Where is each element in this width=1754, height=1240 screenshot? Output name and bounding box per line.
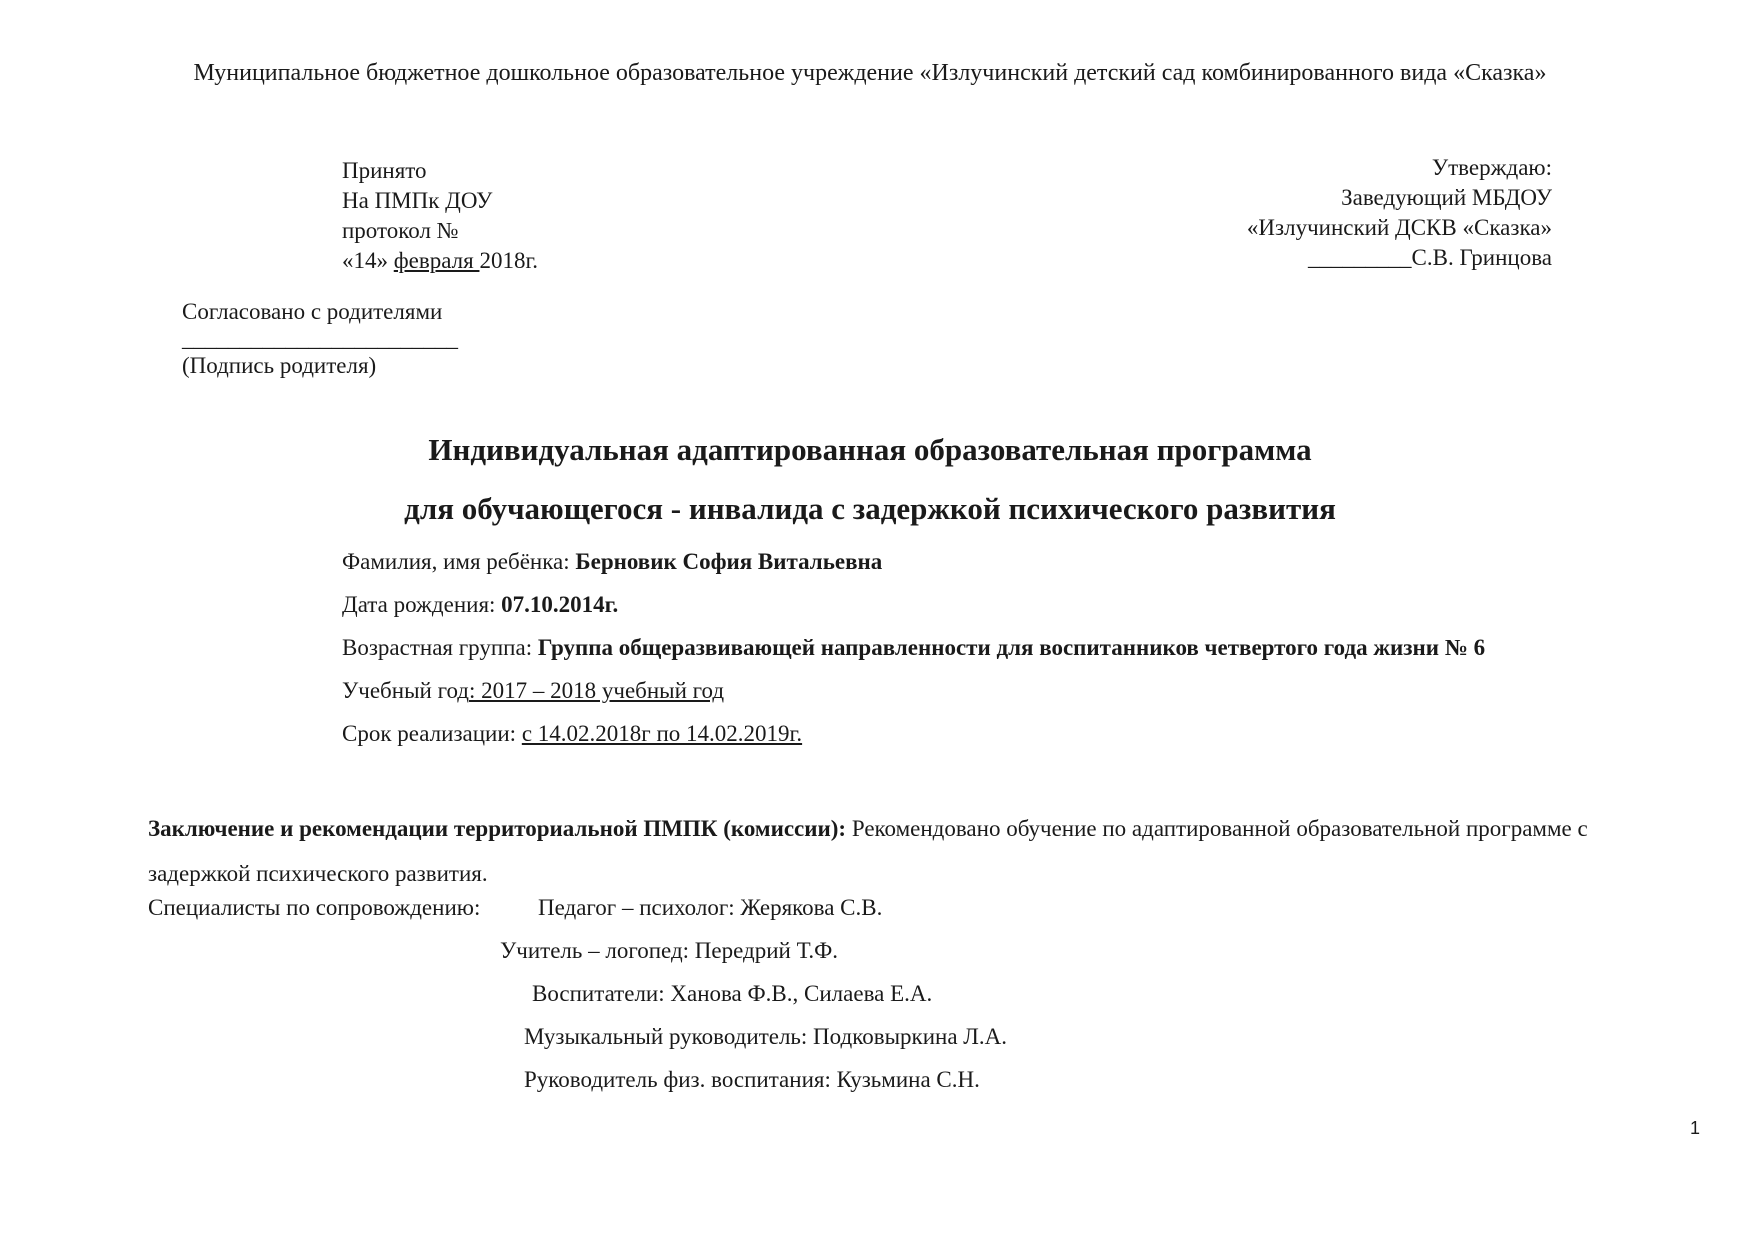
term-field xyxy=(342,721,802,747)
specialist-pe: Руководитель физ. воспитания: Кузьмина С.Н. xyxy=(524,1067,980,1092)
accepted-block xyxy=(342,156,538,276)
accepted-date-year: 2018г. xyxy=(479,248,539,273)
specialist-psychologist: Педагог – психолог: Жерякова С.В. xyxy=(538,895,883,920)
age-group-value: Группа общеразвивающей направленности для воспитанников четвертого года жизни № 6 xyxy=(537,635,1486,660)
specialist-speech-therapist: Учитель – логопед: Передрий Т.Ф. xyxy=(500,938,838,963)
accepted-council: На ПМПк ДОУ xyxy=(342,188,493,213)
approved-signature xyxy=(1100,243,1552,273)
specialist-educators: Воспитатели: Ханова Ф.В., Силаева Е.А. xyxy=(532,981,933,1006)
parents-agreement xyxy=(182,298,458,379)
approved-organization: «Излучинский ДСКВ «Сказка» xyxy=(1246,215,1552,240)
parents-label: Согласовано с родителями xyxy=(182,299,443,324)
school-year-value: : 2017 – 2018 учебный год xyxy=(468,678,725,703)
term-value: с 14.02.2018г по 14.02.2019г. xyxy=(521,721,803,746)
organization-header: Муниципальное бюджетное дошкольное образовательное учреждение «Излучинский детский сад комбинированного вида «Сказка» xyxy=(193,60,1547,86)
conclusion-label: Заключение и рекомендации территориальной ПМПК (комиссии): xyxy=(148,816,847,841)
conclusion-text: Рекомендовано обучение по адаптированной образовательной программе с задержкой психического развития. xyxy=(148,816,1588,886)
child-name-value: Берновик София Витальевна xyxy=(575,549,883,574)
parents-caption: (Подпись родителя) xyxy=(182,353,377,378)
school-year-field xyxy=(342,678,724,704)
school-year-label: Учебный год xyxy=(342,678,469,703)
conclusion-paragraph xyxy=(148,806,1608,896)
birth-date-label: Дата рождения: xyxy=(342,592,502,617)
approved-block xyxy=(1100,153,1552,273)
accepted-protocol: протокол № xyxy=(342,218,459,243)
age-group-label: Возрастная группа: xyxy=(342,635,538,660)
accepted-date-month: февраля xyxy=(393,248,480,273)
specialists-label: Специалисты по сопровождению: xyxy=(148,895,481,920)
birth-date-value: 07.10.2014г. xyxy=(501,592,619,617)
accepted-date-day: «14» xyxy=(342,248,394,273)
accepted-date xyxy=(342,246,538,276)
document-title-line1: Индивидуальная адаптированная образовательная программа xyxy=(428,432,1312,467)
approved-sign-line: _________ xyxy=(1308,245,1412,270)
birth-date-field xyxy=(342,592,618,618)
accepted-label: Принято xyxy=(342,158,427,183)
approved-signer: С.В. Гринцова xyxy=(1411,245,1552,270)
specialist-music: Музыкальный руководитель: Подковыркина Л.А. xyxy=(524,1024,1007,1049)
child-name-label: Фамилия, имя ребёнка: xyxy=(342,549,576,574)
document-title-line2: для обучающегося - инвалида с задержкой психического развития xyxy=(404,491,1336,526)
term-label: Срок реализации: xyxy=(342,721,522,746)
child-name-field xyxy=(342,549,882,575)
parents-sign-line: ________________________ xyxy=(182,326,458,351)
approved-position: Заведующий МБДОУ xyxy=(1341,185,1552,210)
approved-label: Утверждаю: xyxy=(1431,155,1552,180)
age-group-field xyxy=(342,635,1485,661)
page-number: 1 xyxy=(1690,1118,1701,1138)
